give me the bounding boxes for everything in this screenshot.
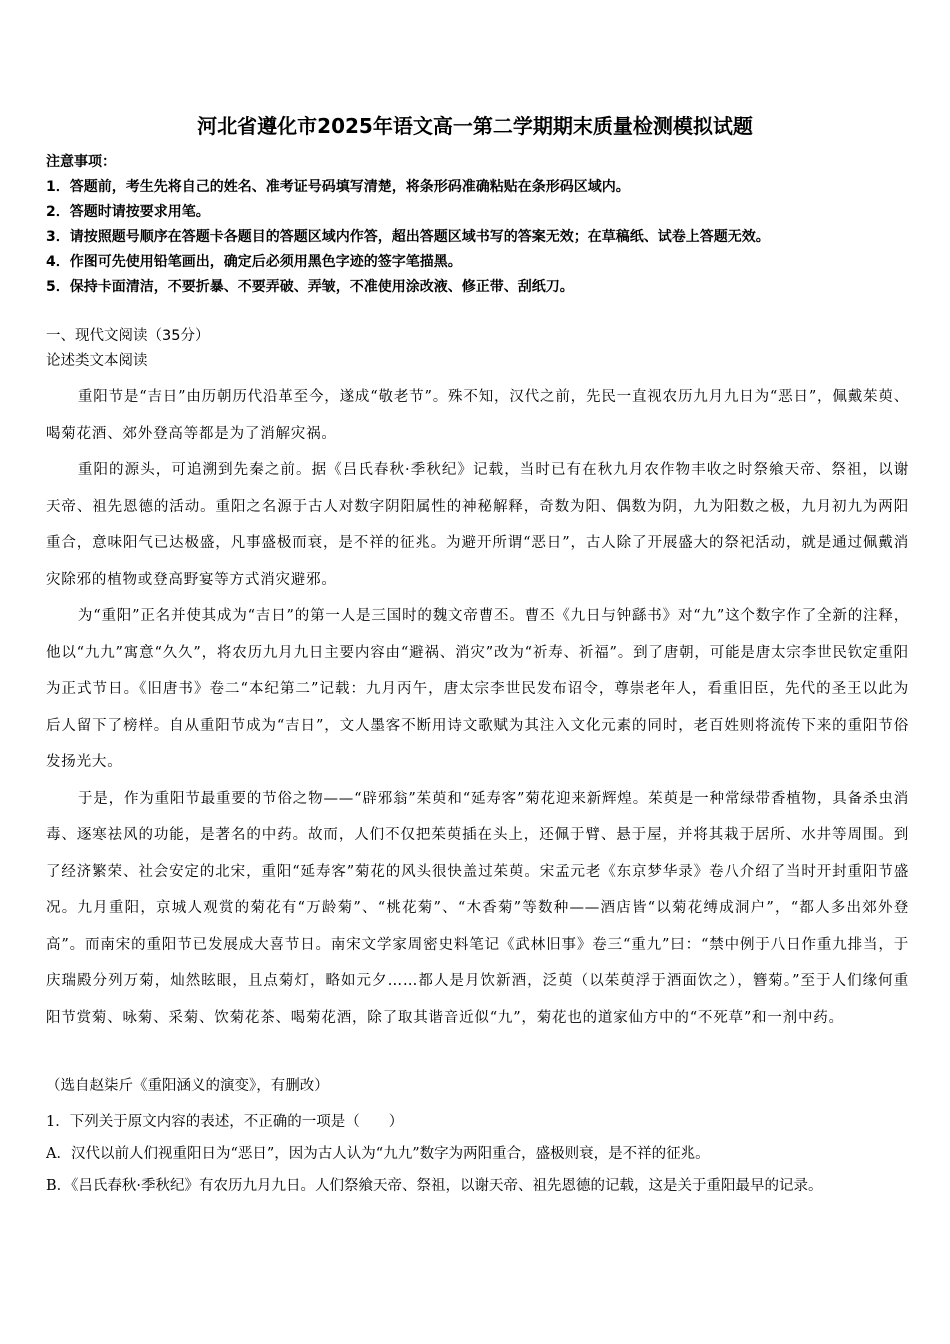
question-stem: 1．下列关于原文内容的表述，不正确的一项是（ ） — [46, 1114, 404, 1130]
section-heading: 一、现代文阅读（35分） — [46, 328, 210, 344]
passage-source: （选自赵柒斤《重阳涵义的演变》，有删改） — [46, 1078, 329, 1094]
passage-paragraph: 重阳的源头，可追溯到先秦之前。据《吕氏春秋·季秋纪》记载，当时已有在秋九月农作物丰收之时祭飨天帝、祭祖，以谢天帝、祖先恩德的活动。重阳之名源于古人对数字阴阳属性的神秘解释，奇数为阳、偶数为阴，九为阳数之极，九月初九为两阳重合，意味阳气已达极盛，凡事盛极而衰，是不祥的征兆。为避开所谓“恶日”，古人除了开展盛大的祭祀活动，就是通过佩戴消灾除邪的植物或登高野宴等方式消灾避邪。 — [46, 462, 909, 588]
notice-item: 1．答题前，考生先将自己的姓名、准考证号码填写清楚，将条形码准确粘贴在条形码区域内。 — [46, 179, 630, 195]
option-a: A．汉代以前人们视重阳日为“恶日”，因为古人认为“九九”数字为两阳重合，盛极则衰，是不祥的征兆。 — [46, 1146, 710, 1162]
option-b: B．《吕氏春秋·季秋纪》有农历九月九日。人们祭飨天帝、祭祖，以谢天帝、祖先恩德的记载，这是关于重阳最早的记录。 — [46, 1178, 823, 1194]
notice-item: 3．请按照题号顺序在答题卡各题目的答题区域内作答，超出答题区域书写的答案无效；在草稿纸、试卷上答题无效。 — [46, 229, 770, 245]
reading-passage — [46, 379, 909, 1036]
page-title: 河北省遵化市2025年语文高一第二学期期末质量检测模拟试题 — [197, 114, 753, 138]
passage-paragraph: 重阳节是“吉日”由历朝历代沿革至今，遂成“敬老节”。殊不知，汉代之前，先民一直视农历九月九日为“恶日”，佩戴茱萸、喝菊花酒、郊外登高等都是为了消解灾祸。 — [46, 389, 909, 442]
notice-item: 4．作图可先使用铅笔画出，确定后必须用黑色字迹的签字笔描黑。 — [46, 254, 462, 270]
passage-paragraph: 为“重阳”正名并使其成为“吉日”的第一人是三国时的魏文帝曹丕。曹丕《九日与钟繇书》对“九”这个数字作了全新的注释，他以“九九”寓意“久久”，将农历九月九日主要内容由“避祸、消灾”改为“祈寿、祈福”。到了唐朝，可能是唐太宗李世民钦定重阳为正式节日。《旧唐书》卷二“本纪第二”记载：九月丙午，唐太宗李世民发布诏令，尊崇老年人，看重旧臣，先代的圣王以此为后人留下了榜样。自从重阳节成为“吉日”，文人墨客不断用诗文歌赋为其注入文化元素的同时，老百姓则将流传下来的重阳节俗发扬光大。 — [46, 608, 909, 770]
passage-paragraph: 于是，作为重阳节最重要的节俗之物——“辟邪翁”茱萸和“延寿客”菊花迎来新辉煌。茱萸是一种常绿带香植物，具备杀虫消毒、逐寒祛风的功能，是著名的中药。故而，人们不仅把茱萸插在头上，还佩于臂、悬于屋，并将其栽于居所、水井等周围。到了经济繁荣、社会安定的北宋，重阳“延寿客”菊花的风头很快盖过茱萸。宋孟元老《东京梦华录》卷八介绍了当时开封重阳节盛况。九月重阳，京城人观赏的菊花有“万龄菊”、“桃花菊”、“木香菊”等数种——酒店皆“以菊花缚成洞户”，“都人多出郊外登高”。而南宋的重阳节已发展成大喜节日。南宋文学家周密史料笔记《武林旧事》卷三“重九”曰：“禁中例于八日作重九排当，于庆瑞殿分列万菊，灿然眩眼，且点菊灯，略如元夕……都人是月饮新酒，泛萸（以茱萸浮于酒面饮之），簪菊。”至于人们缘何重阳节赏菊、咏菊、采菊、饮菊花茶、喝菊花酒，除了取其谐音近似“九”，菊花也的道家仙方中的“不死草”和一剂中药。 — [46, 790, 909, 1026]
question-1 — [46, 1106, 909, 1203]
notice-heading: 注意事项： — [46, 154, 116, 170]
section-subheading: 论述类文本阅读 — [46, 353, 148, 369]
notice-item: 5．保持卡面清洁，不要折暴、不要弄破、弄皱，不准使用涂改液、修正带、刮纸刀。 — [46, 279, 574, 295]
notice-block — [46, 150, 926, 300]
notice-item: 2．答题时请按要求用笔。 — [46, 204, 210, 220]
